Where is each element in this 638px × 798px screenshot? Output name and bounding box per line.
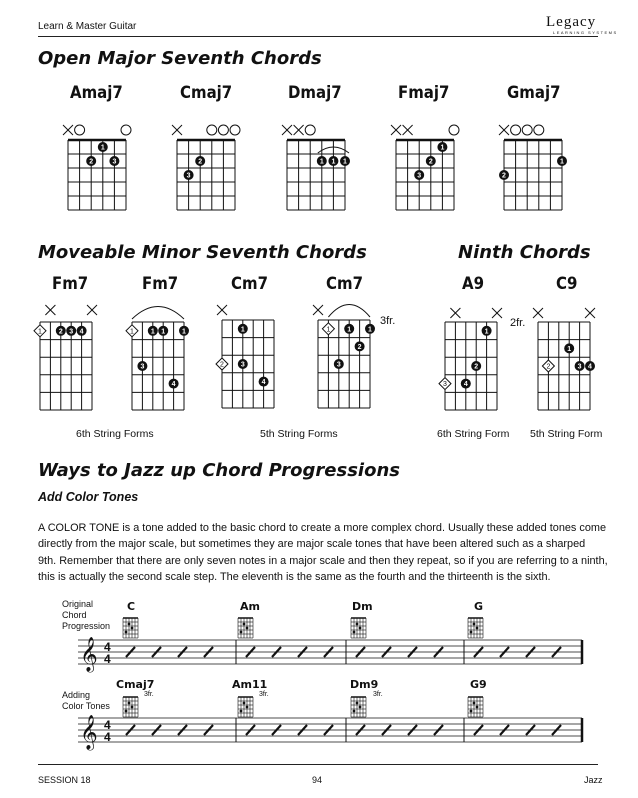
paragraph-color-tone bbox=[38, 520, 608, 585]
treble-clef: 𝄞 bbox=[80, 716, 98, 749]
time-signature: 4 bbox=[104, 718, 111, 732]
footer-section: Jazz bbox=[584, 775, 603, 785]
prog-chord-g9: G9 bbox=[470, 678, 487, 691]
chord-name-fm7-a: Fm7 bbox=[52, 274, 89, 294]
open-string-mark bbox=[511, 125, 521, 135]
finger-number: 1 bbox=[150, 328, 155, 336]
finger-number: 2 bbox=[220, 361, 224, 369]
finger-number: 1 bbox=[368, 326, 372, 334]
finger-number: 1 bbox=[484, 328, 489, 336]
fret-label-small: 3fr. bbox=[373, 691, 383, 698]
footer-page-number: 94 bbox=[312, 775, 323, 785]
finger-number: 1 bbox=[347, 326, 352, 334]
barre-arc bbox=[328, 305, 370, 318]
finger-number: 3 bbox=[336, 361, 341, 369]
finger-number: 1 bbox=[331, 158, 336, 166]
mini-dot bbox=[473, 623, 476, 626]
treble-clef: 𝄞 bbox=[80, 638, 98, 671]
time-signature: 4 bbox=[104, 730, 111, 744]
finger-number: 1 bbox=[161, 328, 166, 336]
form-label-5th-single: 5th String Form bbox=[530, 428, 603, 440]
finger-number: 3 bbox=[417, 172, 422, 180]
finger-number: 3 bbox=[577, 363, 582, 371]
header-title: Learn & Master Guitar bbox=[38, 21, 137, 32]
section-title-ways-to-jazz: Ways to Jazz up Chord Progressions bbox=[38, 460, 400, 481]
finger-number: 2 bbox=[474, 363, 479, 371]
form-label-5th: 5th String Forms bbox=[260, 428, 338, 440]
finger-number: 2 bbox=[58, 328, 63, 336]
open-string-mark bbox=[534, 125, 544, 135]
mini-dot bbox=[243, 702, 246, 705]
open-string-mark bbox=[305, 125, 315, 135]
footer-session: SESSION 18 bbox=[38, 775, 91, 785]
finger-number: 1 bbox=[560, 158, 564, 166]
label-line: Chord bbox=[62, 610, 87, 620]
time-signature: 4 bbox=[104, 652, 111, 666]
open-string-mark bbox=[75, 125, 85, 135]
subtitle-add-color-tones: Add Color Tones bbox=[38, 490, 139, 504]
chord-name-amaj7: Amaj7 bbox=[70, 83, 123, 103]
finger-number: 4 bbox=[171, 381, 176, 389]
finger-number: 4 bbox=[79, 328, 84, 336]
finger-number: 1 bbox=[326, 326, 331, 334]
finger-number: 2 bbox=[89, 158, 94, 166]
finger-number: 1 bbox=[440, 144, 445, 152]
finger-number: 4 bbox=[463, 381, 468, 389]
mini-dot bbox=[125, 631, 128, 634]
chord-name-fm7-b: Fm7 bbox=[142, 274, 179, 294]
finger-number: 3 bbox=[69, 328, 74, 336]
finger-number: 3 bbox=[240, 361, 245, 369]
mini-dot bbox=[470, 631, 473, 634]
fret-label-small: 3fr. bbox=[144, 691, 154, 698]
mini-dot bbox=[246, 627, 249, 630]
mini-dot bbox=[359, 706, 362, 709]
chord-name-gmaj7: Gmaj7 bbox=[507, 83, 561, 103]
open-string-mark bbox=[230, 125, 240, 135]
finger-number: 2 bbox=[357, 343, 362, 351]
label-line: Progression bbox=[62, 621, 111, 631]
prog-chord-dm: Dm bbox=[352, 600, 373, 613]
finger-number: 3 bbox=[186, 172, 191, 180]
mini-dot bbox=[356, 702, 359, 705]
paragraph-line: directly from the major scale, but sometimes they are major scale tones that have been altered such as a sharped bbox=[38, 538, 586, 551]
footer-rule bbox=[38, 764, 598, 765]
mini-dot bbox=[473, 702, 476, 705]
adding-color-tones-label bbox=[62, 690, 110, 712]
mini-dot bbox=[240, 710, 243, 713]
finger-number: 4 bbox=[588, 363, 592, 371]
mini-dot bbox=[353, 631, 356, 634]
finger-number: 4 bbox=[261, 379, 266, 387]
mini-dot bbox=[476, 627, 479, 630]
section-title-open-major7: Open Major Seventh Chords bbox=[38, 48, 322, 69]
form-label-6th: 6th String Forms bbox=[76, 428, 154, 440]
logo: Legacy bbox=[546, 14, 597, 30]
logo-subtitle: LEARNING SYSTEMS bbox=[553, 30, 618, 35]
chord-name-dmaj7: Dmaj7 bbox=[288, 83, 342, 103]
open-string-mark bbox=[121, 125, 131, 135]
open-string-mark bbox=[218, 125, 228, 135]
section-title-moveable-minor7: Moveable Minor Seventh Chords bbox=[38, 242, 367, 263]
finger-number: 2 bbox=[546, 363, 551, 371]
mini-dot bbox=[353, 710, 356, 713]
label-line: Color Tones bbox=[62, 701, 110, 711]
fret-label-cm7: 3fr. bbox=[380, 315, 396, 327]
form-label-6th-single: 6th String Form bbox=[437, 428, 510, 440]
paragraph-line: 9th. Remember that there are only seven notes in a major scale and then they repeat, so if you are referring to a ninth, bbox=[38, 554, 608, 567]
finger-number: 2 bbox=[502, 172, 506, 180]
mini-dot bbox=[125, 710, 128, 713]
mini-dot bbox=[470, 710, 473, 713]
finger-number: 1 bbox=[130, 328, 134, 336]
mini-dot bbox=[131, 706, 134, 709]
label-line: Adding bbox=[62, 690, 91, 700]
chord-name-cm7-a: Cm7 bbox=[231, 274, 268, 294]
chord-name-cm7-b: Cm7 bbox=[326, 274, 363, 294]
mini-dot bbox=[359, 627, 362, 630]
finger-number: 3 bbox=[140, 363, 145, 371]
label-line: Original bbox=[62, 599, 94, 609]
finger-number: 1 bbox=[319, 158, 324, 166]
time-signature: 4 bbox=[104, 640, 111, 654]
fret-label-a9: 2fr. bbox=[510, 317, 526, 329]
mini-dot bbox=[128, 702, 131, 705]
finger-number: 2 bbox=[428, 158, 433, 166]
finger-number: 1 bbox=[100, 144, 105, 152]
mini-dot bbox=[476, 706, 479, 709]
finger-number: 3 bbox=[443, 381, 447, 389]
open-string-mark bbox=[207, 125, 217, 135]
prog-chord-c: C bbox=[127, 600, 136, 613]
finger-number: 3 bbox=[112, 158, 117, 166]
finger-number: 1 bbox=[343, 158, 347, 166]
mini-dot bbox=[243, 623, 246, 626]
open-string-mark bbox=[449, 125, 459, 135]
barre-arc bbox=[132, 307, 184, 320]
prog-chord-am11: Am11 bbox=[232, 678, 268, 691]
finger-number: 1 bbox=[240, 326, 245, 334]
mini-dot bbox=[128, 623, 131, 626]
chord-name-c9: C9 bbox=[556, 274, 578, 294]
chord-name-fmaj7: Fmaj7 bbox=[398, 83, 450, 103]
prog-chord-am: Am bbox=[240, 600, 260, 613]
finger-number: 1 bbox=[567, 345, 572, 353]
finger-number: 1 bbox=[38, 328, 42, 336]
mini-dot bbox=[246, 706, 249, 709]
prog-chord-g: G bbox=[474, 600, 484, 613]
fret-label-small: 3fr. bbox=[259, 691, 269, 698]
chord-name-cmaj7: Cmaj7 bbox=[180, 83, 233, 103]
open-string-mark bbox=[522, 125, 532, 135]
original-progression-label bbox=[62, 599, 110, 632]
mini-dot bbox=[356, 623, 359, 626]
prog-chord-cmaj7: Cmaj7 bbox=[116, 678, 155, 691]
paragraph-line: A COLOR TONE is a tone added to the basic chord to create a more complex chord. Usually these added tones come bbox=[38, 522, 607, 534]
paragraph-line: this is actually the second scale step. The eleventh is the same as the fourth and the thirteenth is the sixth. bbox=[38, 570, 551, 583]
mini-dot bbox=[240, 631, 243, 634]
finger-number: 1 bbox=[182, 328, 186, 336]
section-title-ninth-chords: Ninth Chords bbox=[458, 242, 591, 263]
mini-dot bbox=[131, 627, 134, 630]
finger-number: 2 bbox=[198, 158, 203, 166]
chord-name-a9: A9 bbox=[462, 274, 484, 294]
prog-chord-dm9: Dm9 bbox=[350, 678, 379, 691]
